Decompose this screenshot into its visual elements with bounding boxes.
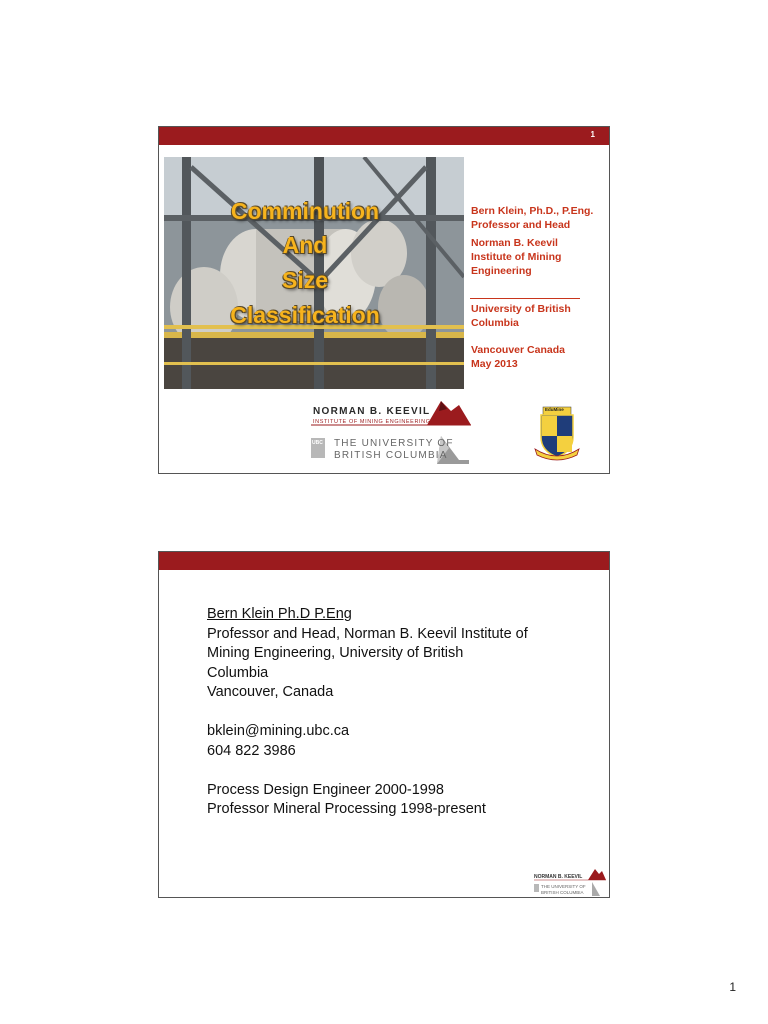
slide-2 <box>158 551 610 898</box>
ubc-logo-line-1: THE UNIVERSITY OF <box>334 438 454 449</box>
slide-header-bar <box>159 127 609 145</box>
keevil-logo-subtext: INSTITUTE OF MINING ENGINEERING <box>313 419 431 425</box>
title-line-4: Classification <box>230 302 380 328</box>
bio-career-line: Professor Mineral Processing 1998-present <box>207 801 486 817</box>
bio-title-line: Columbia <box>207 664 269 681</box>
edumine-crest-icon <box>531 405 583 461</box>
institute-line: Engineering <box>471 265 532 277</box>
ubc-mark: UBC <box>312 440 323 446</box>
author-role: Professor and Head <box>471 219 571 231</box>
bio-title-line: Professor and Head, Norman B. Keevil Institute of <box>207 625 528 642</box>
small-logo-keevil: NORMAN B. KEEVIL <box>534 874 583 880</box>
title-line-3: Size <box>281 267 329 293</box>
bio-career-line: Process Design Engineer 2000-1998 <box>207 781 444 798</box>
bio-title-line: Vancouver, Canada <box>207 684 334 700</box>
title-line-2: And <box>282 232 328 258</box>
bio-phone: 604 822 3986 <box>207 742 296 759</box>
crest-text: EduMine <box>545 407 564 412</box>
small-logo-ubc-2: BRITISH COLUMBIA <box>541 890 584 895</box>
university-block <box>471 302 571 330</box>
keevil-logo-text: NORMAN B. KEEVIL <box>313 406 431 417</box>
info-divider <box>470 298 580 299</box>
university-line: University of British <box>471 303 571 315</box>
university-line: Columbia <box>471 317 519 329</box>
place-block <box>471 343 565 371</box>
institute-line: Institute of Mining <box>471 251 562 263</box>
bio-title-line: Mining Engineering, University of British <box>207 645 464 661</box>
bio-email: bklein@mining.ubc.ca <box>207 723 350 739</box>
page-number: 1 <box>729 980 736 994</box>
mill-photo <box>164 157 464 389</box>
institute-block <box>471 236 561 278</box>
slide-1 <box>158 126 610 474</box>
bio-name: Bern Klein Ph.D P.Eng <box>207 606 352 622</box>
institute-line: Norman B. Keevil <box>471 237 558 249</box>
bio-text <box>207 605 528 820</box>
author-block <box>471 204 593 232</box>
slide-number: 1 <box>590 130 595 139</box>
title-line-1: Comminution <box>230 198 380 224</box>
place-line: May 2013 <box>471 358 518 370</box>
place-line: Vancouver Canada <box>471 344 565 356</box>
slide-header-bar <box>159 552 609 570</box>
small-logo-ubc-1: THE UNIVERSITY OF <box>541 884 586 889</box>
ubc-logo-line-2: BRITISH COLUMBIA <box>334 450 448 461</box>
author-name: Bern Klein, Ph.D., P.Eng. <box>471 205 594 217</box>
small-keevil-ubc-logo <box>532 868 606 898</box>
